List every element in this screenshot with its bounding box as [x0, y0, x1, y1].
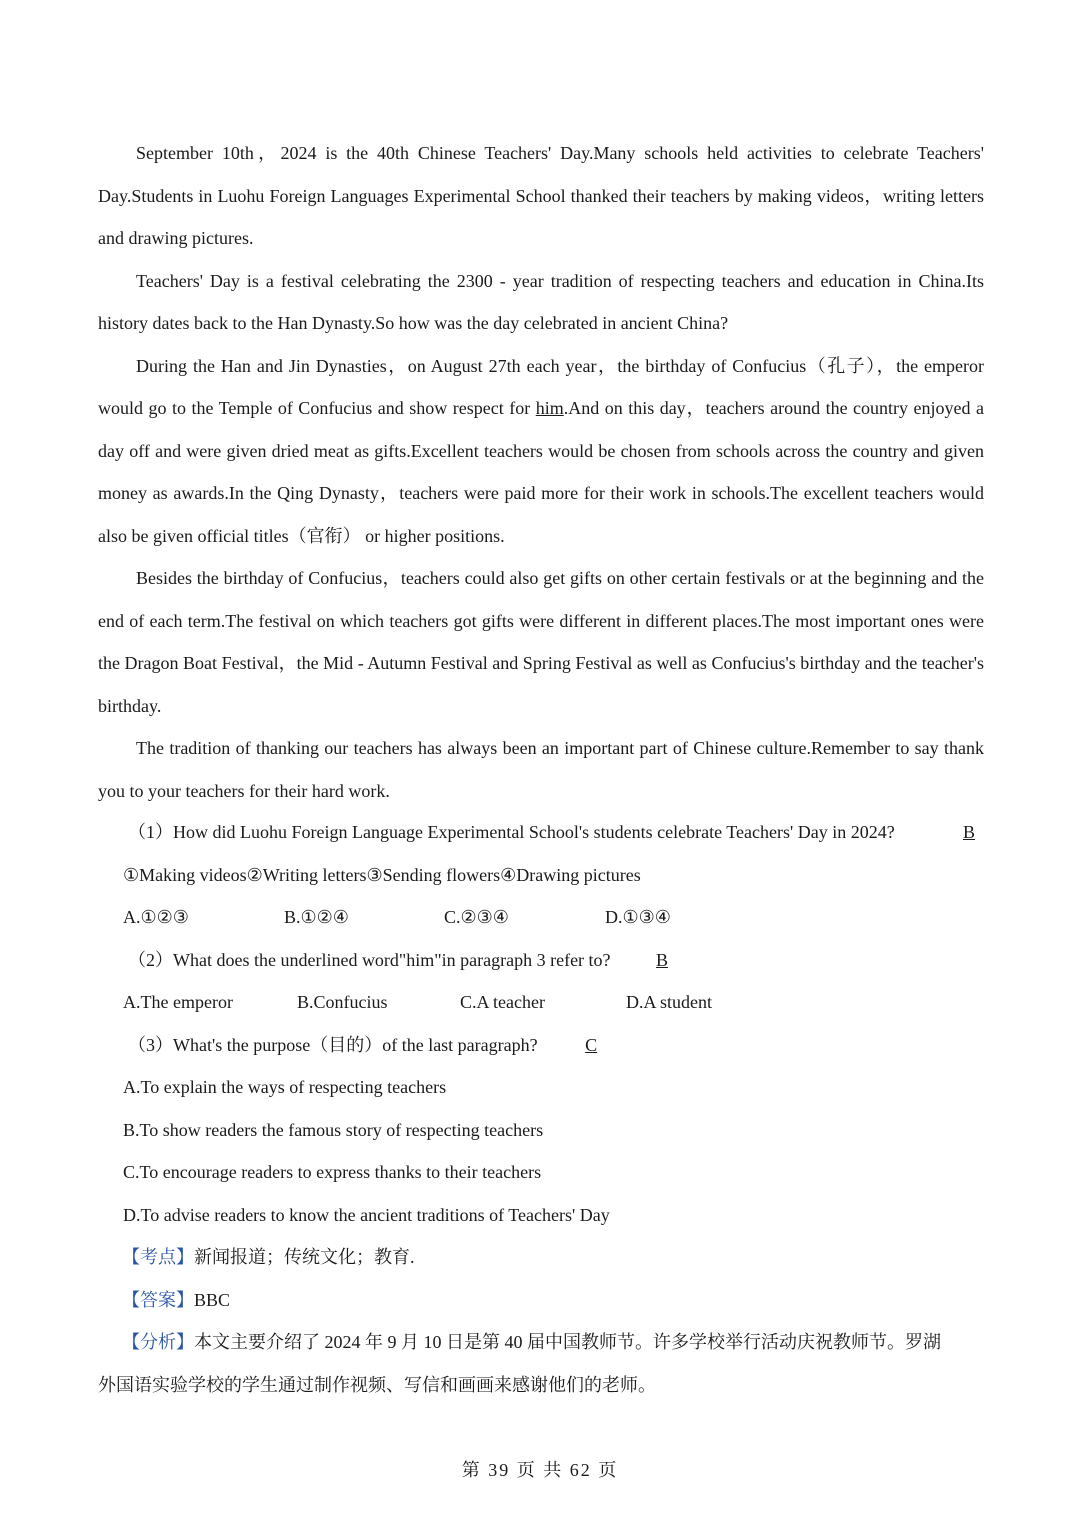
question-2-options — [98, 981, 984, 1024]
question-1-option-d: D.①③④ — [605, 907, 671, 927]
question-2-text: （2）What does the underlined word"him"in paragraph 3 refer to? — [128, 949, 611, 970]
reading-passage — [98, 132, 984, 812]
question-2-answer: B — [656, 949, 669, 970]
question-list — [98, 811, 984, 1236]
question-3-option-c: C.To encourage readers to express thanks to their teachers — [123, 1162, 542, 1182]
paragraph-1: September 10th，2024 is the 40th Chinese Teachers' Day.Many schools held activities to celebrate Teachers' Day.Students in Luohu Foreign Languages Experimental School thanked their teachers by making videos，writing letters and drawing pictures. — [98, 143, 984, 248]
question-3-stem — [98, 1024, 984, 1067]
question-1-option-c: C.②③④ — [444, 907, 509, 927]
question-1-option-a: A.①②③ — [123, 907, 189, 927]
kaodian-text: 新闻报道；传统文化；教育. — [194, 1247, 415, 1267]
question-1-text: （1）How did Luohu Foreign Language Experimental School's students celebrate Teachers' Day in 2024? — [128, 822, 895, 842]
paragraph-3-part-1: During the Han and Jin Dynasties，on August 27th each year，the birthday of Confucius（孔子），the emperor would go to the Temple of Confucius and show respect for — [98, 355, 984, 418]
fenxi-label: 【分析】 — [122, 1332, 194, 1352]
page-number: 第 39 页 共 62 页 — [461, 1460, 619, 1480]
question-3-answer: C — [585, 1034, 598, 1055]
kaodian-line — [122, 1236, 984, 1279]
answer-analysis — [98, 1236, 984, 1406]
question-1-options — [98, 896, 984, 939]
question-2-option-b: B.Confucius — [297, 992, 388, 1012]
question-2-option-d: D.A student — [626, 992, 713, 1012]
paragraph-3 — [98, 345, 984, 558]
underlined-word-him: him — [535, 398, 564, 418]
question-3-option-b: B.To show readers the famous story of respecting teachers — [123, 1119, 544, 1140]
paragraph-4: Besides the birthday of Confucius，teachers could also get gifts on other certain festivals or at the beginning and the end of each term.The festival on which teachers got gifts were different in different places.The most important ones were the Dragon Boat Festival，the Mid - Autumn Festival and Spring Festival as well as Confucius's birthday and the teacher's birthday. — [98, 568, 984, 716]
paragraph-3-part-2: .And on this day，teachers around the country enjoyed a day off and were given dried meat as gifts.Excellent teachers would be chosen from schools across the country and given money as awards.In the Qing Dynasty，teachers were paid more for their work in schools.The excellent teachers would also be given official titles（官衔） or higher positions. — [98, 398, 984, 546]
question-1-answer: B — [962, 822, 975, 842]
question-2-option-c: C.A teacher — [460, 992, 545, 1012]
question-1-option-b: B.①②④ — [284, 907, 349, 927]
paragraph-2: Teachers' Day is a festival celebrating the 2300 - year tradition of respecting teachers and education in China.Its history dates back to the Han Dynasty.So how was the day celebrated in ancient China? — [98, 270, 984, 333]
question-2-stem — [98, 939, 984, 982]
kaodian-label: 【考点】 — [122, 1247, 194, 1267]
daan-text: BBC — [194, 1289, 231, 1310]
daan-line — [122, 1279, 984, 1322]
fenxi-line-2: 外国语实验学校的学生通过制作视频、写信和画画来感谢他们的老师。 — [98, 1374, 656, 1395]
question-1-items: ①Making videos②Writing letters③Sending flowers④Drawing pictures — [123, 864, 641, 885]
question-3-text: （3）What's the purpose（目的）of the last paragraph? — [128, 1034, 538, 1055]
question-3-option-d: D.To advise readers to know the ancient traditions of Teachers' Day — [123, 1204, 610, 1225]
question-1-stem — [98, 811, 984, 854]
question-2-option-a: A.The emperor — [123, 992, 233, 1012]
paragraph-5: The tradition of thanking our teachers has always been an important part of Chinese culture.Remember to say thank you to your teachers for their hard work. — [98, 738, 984, 801]
fenxi-text-1: 本文主要介绍了 2024 年 9 月 10 日是第 40 届中国教师节。许多学校举行活动庆祝教师节。罗湖 — [194, 1332, 941, 1352]
daan-label: 【答案】 — [122, 1289, 194, 1310]
question-3-option-a: A.To explain the ways of respecting teachers — [123, 1077, 447, 1097]
fenxi-line-1 — [122, 1321, 984, 1364]
